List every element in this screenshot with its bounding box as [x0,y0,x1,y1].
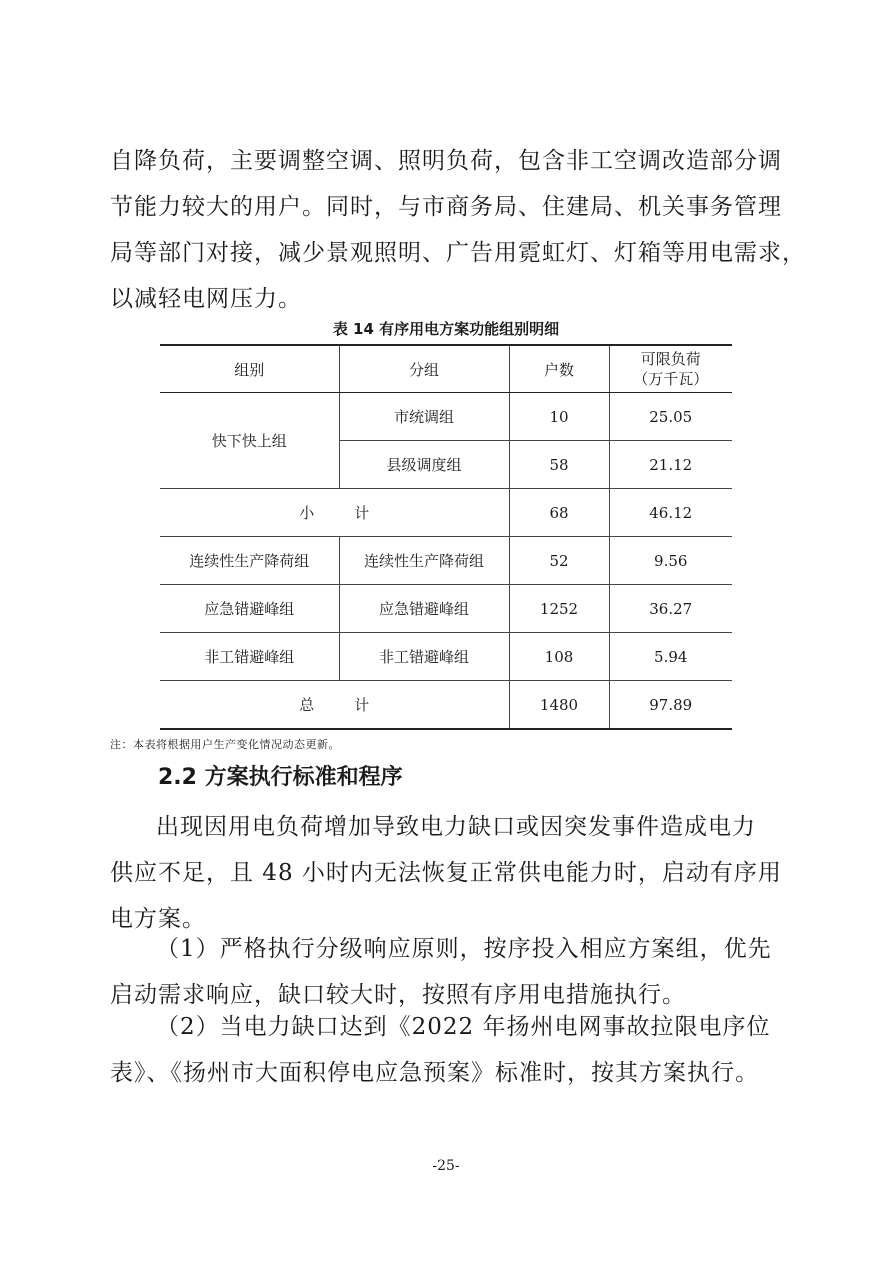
cell-load: 97.89 [609,681,732,730]
total-char-1: 总 [299,696,315,714]
text-line: 节能力较大的用户。同时，与市商务局、住建局、机关事务管理 [110,194,782,220]
section-heading: 2.2 方案执行标准和程序 [158,765,403,790]
cell-group-merged: 快下快上组 [160,393,339,489]
page-number: -25- [432,1158,460,1174]
header-load [609,345,732,393]
table-row-total [160,681,732,730]
text-line: 供应不足，且 48 小时内无法恢复正常供电能力时，启动有序用 [110,860,782,886]
cell-count: 68 [509,489,609,537]
cell-subgroup: 非工错避峰组 [339,633,509,681]
table-row [160,633,732,681]
cell-count: 10 [509,393,609,441]
text-line: 局等部门对接，减少景观照明、广告用霓虹灯、灯箱等用电需求， [110,240,806,266]
cell-count: 1480 [509,681,609,730]
paragraph-item-2 [110,1004,774,1096]
table-row [160,537,732,585]
cell-load: 25.05 [609,393,732,441]
text-line: 电方案。 [110,906,206,932]
paragraph-intro [110,138,806,322]
cell-load: 9.56 [609,537,732,585]
cell-subgroup: 县级调度组 [339,441,509,489]
cell-subtotal-label [160,489,509,537]
paragraph-trigger [110,804,782,942]
cell-count: 1252 [509,585,609,633]
cell-subgroup: 市统调组 [339,393,509,441]
table-row-subtotal [160,489,732,537]
cell-load: 21.12 [609,441,732,489]
text-line: 自降负荷，主要调整空调、照明负荷，包含非工空调改造部分调 [110,148,782,174]
header-load-line2: （万千瓦） [633,370,709,388]
function-group-table [160,344,732,730]
cell-load: 46.12 [609,489,732,537]
text-line: 出现因用电负荷增加导致电力缺口或因突发事件造成电力 [156,814,756,840]
text-line: （1）严格执行分级响应原则，按序投入相应方案组，优先 [156,936,772,962]
table-row [160,585,732,633]
text-line: 表》、《扬州市大面积停电应急预案》标准时，按其方案执行。 [110,1060,759,1086]
cell-load: 5.94 [609,633,732,681]
subtotal-char-1: 小 [299,504,315,522]
cell-subgroup: 连续性生产降荷组 [339,537,509,585]
total-char-2: 计 [354,696,370,714]
cell-group: 应急错避峰组 [160,585,339,633]
cell-count: 52 [509,537,609,585]
table-header-row [160,345,732,393]
cell-total-label [160,681,509,730]
header-count: 户数 [509,345,609,393]
header-load-line1: 可限负荷 [640,350,701,368]
table-row [160,393,732,441]
cell-count: 58 [509,441,609,489]
text-line: 启动需求响应，缺口较大时，按照有序用电措施执行。 [110,982,686,1008]
table-caption: 表 14 有序用电方案功能组别明细 [332,320,560,338]
header-group: 组别 [160,345,339,393]
cell-group: 非工错避峰组 [160,633,339,681]
text-line: 以减轻电网压力。 [110,286,302,312]
header-subgroup: 分组 [339,345,509,393]
table-note: 注：本表将根据用户生产变化情况动态更新。 [110,738,340,751]
cell-load: 36.27 [609,585,732,633]
cell-count: 108 [509,633,609,681]
cell-group: 连续性生产降荷组 [160,537,339,585]
cell-subgroup: 应急错避峰组 [339,585,509,633]
subtotal-char-2: 计 [354,504,370,522]
text-line: （2）当电力缺口达到《2022 年扬州电网事故拉限电序位 [156,1014,771,1040]
